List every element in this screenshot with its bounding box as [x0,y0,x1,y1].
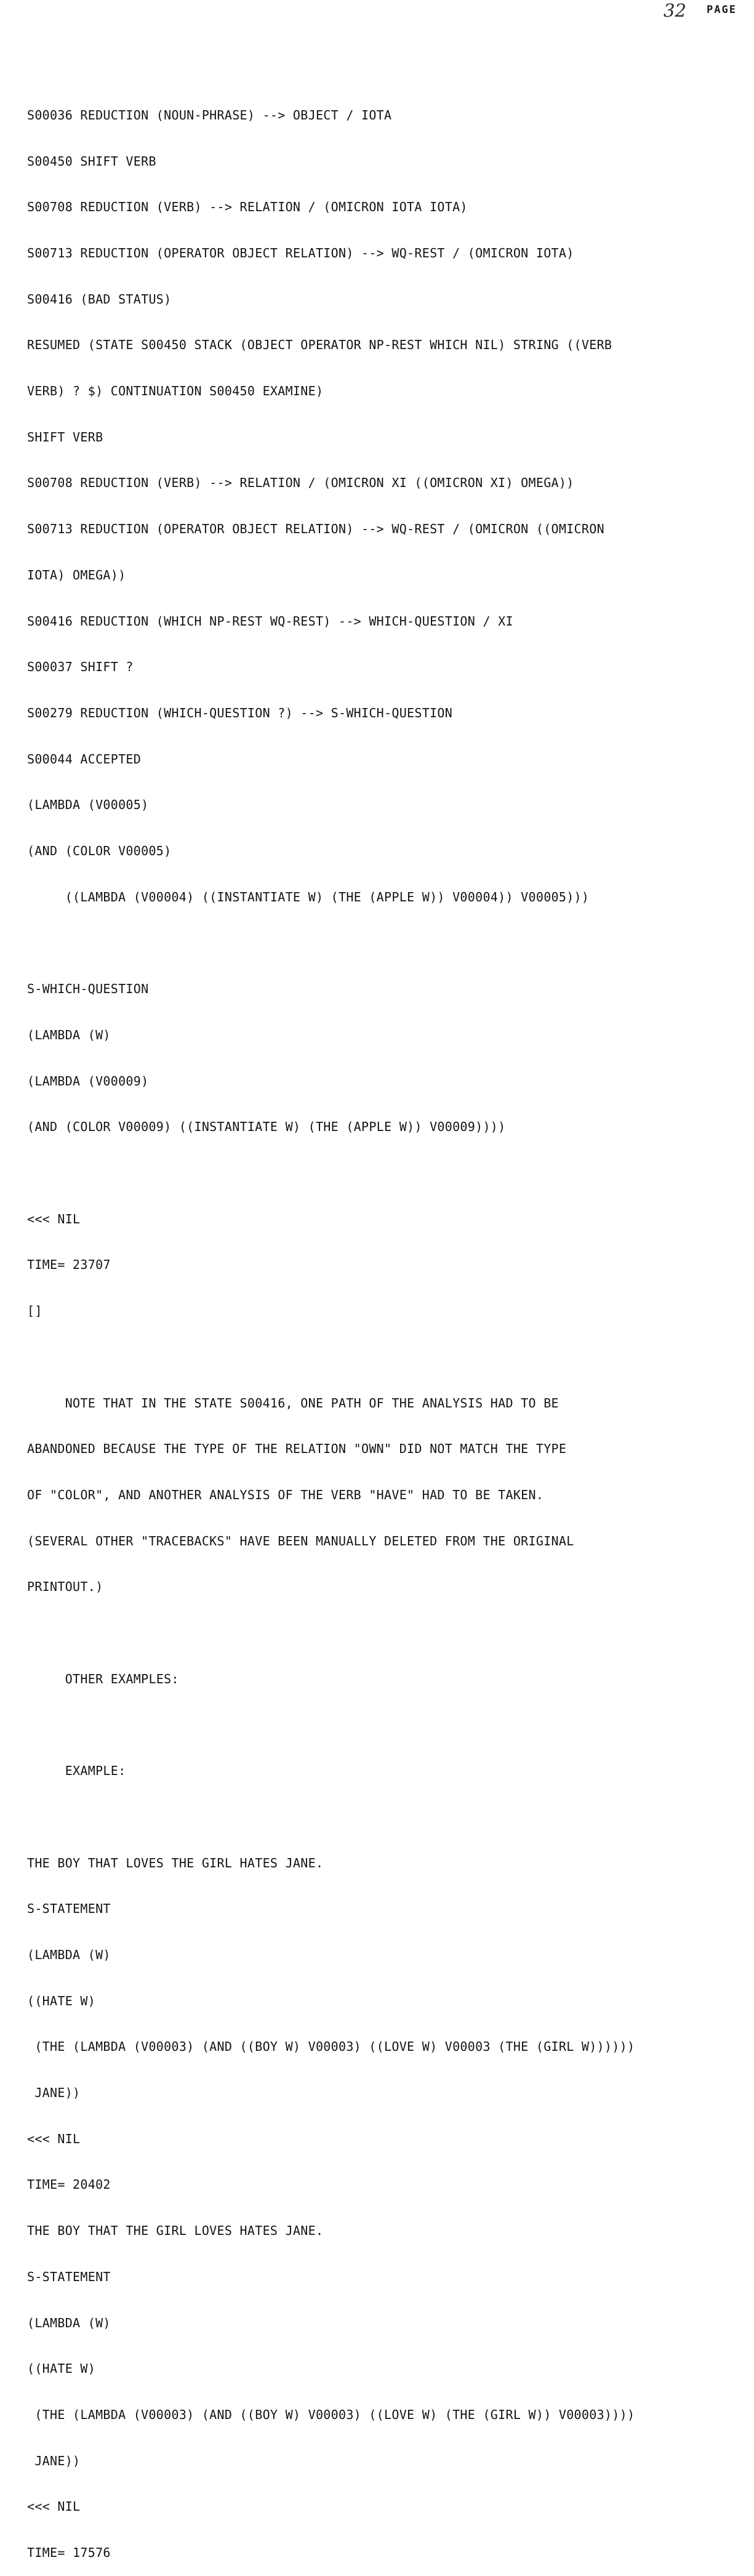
printout-line: TIME= 23707 [27,1257,111,1273]
printout-line: S00450 SHIFT VERB [27,153,156,169]
printout-line: (LAMBDA (V00009) [27,1073,149,1089]
printout-line: <<< NIL [27,2499,81,2514]
printout-line: TIME= 20402 [27,2177,111,2192]
printout-line: JANE)) [27,2453,81,2468]
printout-line: S00713 REDUCTION (OPERATOR OBJECT RELATION) --> WQ-REST / (OMICRON ((OMICRON [27,521,604,537]
printout-line: VERB) ? $) CONTINUATION S00450 EXAMINE) [27,384,324,399]
printout-line: S00416 REDUCTION (WHICH NP-REST WQ-REST) --> WHICH-QUESTION / XI [27,613,513,629]
blank-line [27,1717,748,1733]
printout-line: (LAMBDA (W) [27,1947,111,1962]
printout-line: S00037 SHIFT ? [27,659,134,675]
printout-line: S-WHICH-QUESTION [27,981,149,997]
printout-line: S00708 REDUCTION (VERB) --> RELATION / (OMICRON IOTA IOTA) [27,199,468,215]
blank-line [27,1809,748,1825]
printout-line: TIME= 17576 [27,2545,111,2561]
section-heading: OTHER EXAMPLES: [27,1671,179,1686]
note-paragraph-line: PRINTOUT.) [27,1579,103,1595]
printout-line: <<< NIL [27,2131,81,2146]
printout-line: IOTA) OMEGA)) [27,567,126,582]
printout-line: S-STATEMENT [27,2269,111,2284]
printout-line: (LAMBDA (V00005) [27,797,149,813]
note-paragraph-line: (SEVERAL OTHER "TRACEBACKS" HAVE BEEN MANUALLY DELETED FROM THE ORIGINAL [27,1533,574,1548]
note-paragraph-line: NOTE THAT IN THE STATE S00416, ONE PATH OF THE ANALYSIS HAD TO BE [27,1395,559,1411]
section-heading: EXAMPLE: [27,1763,126,1779]
printout-line: S-STATEMENT [27,1901,111,1917]
printout-line: SHIFT VERB [27,429,103,445]
printout-line: S00036 REDUCTION (NOUN-PHRASE) --> OBJECT / IOTA [27,107,392,123]
printout-body [27,77,748,2576]
printout-line: THE BOY THAT THE GIRL LOVES HATES JANE. [27,2223,324,2239]
printout-line: (LAMBDA (W) [27,2315,111,2330]
blank-line [27,1350,748,1365]
printout-line: S00713 REDUCTION (OPERATOR OBJECT RELATION) --> WQ-REST / (OMICRON IOTA) [27,245,574,260]
printout-line: THE BOY THAT LOVES THE GIRL HATES JANE. [27,1855,324,1870]
note-paragraph-line: OF "COLOR", AND ANOTHER ANALYSIS OF THE VERB "HAVE" HAD TO BE TAKEN. [27,1487,544,1502]
printout-line: <<< NIL [27,1211,81,1226]
printout-line: ((LAMBDA (V00004) ((INSTANTIATE W) (THE (APPLE W)) V00004)) V00005))) [27,889,590,904]
blank-line [27,1625,748,1641]
note-paragraph-line: ABANDONED BECAUSE THE TYPE OF THE RELATION "OWN" DID NOT MATCH THE TYPE [27,1441,567,1457]
blank-line [27,1165,748,1181]
printout-line: S00044 ACCEPTED [27,751,142,767]
printout-line: (AND (COLOR V00005) [27,843,172,859]
blank-line [27,935,748,951]
printout-line: JANE)) [27,2085,81,2101]
page-number: 32 [664,0,686,21]
printout-line: ((HATE W) [27,1993,96,2008]
printout-line: S00416 (BAD STATUS) [27,291,172,307]
printout-line: ((HATE W) [27,2361,96,2377]
printout-line: S00708 REDUCTION (VERB) --> RELATION / (OMICRON XI ((OMICRON XI) OMEGA)) [27,475,574,491]
page-label: PAGE [707,4,737,16]
printout-line: (LAMBDA (W) [27,1027,111,1042]
printout-line: RESUMED (STATE S00450 STACK (OBJECT OPERATOR NP-REST WHICH NIL) STRING ((VERB [27,337,612,353]
printout-line: (THE (LAMBDA (V00003) (AND ((BOY W) V00003) ((LOVE W) (THE (GIRL W)) V00003)))) [27,2407,635,2422]
printout-line: [] [27,1303,42,1319]
printout-line: (THE (LAMBDA (V00003) (AND ((BOY W) V00003) ((LOVE W) V00003 (THE (GIRL W)))))) [27,2039,635,2055]
printout-line: S00279 REDUCTION (WHICH-QUESTION ?) --> S-WHICH-QUESTION [27,705,453,720]
printout-line: (AND (COLOR V00009) ((INSTANTIATE W) (THE (APPLE W)) V00009)))) [27,1119,506,1135]
